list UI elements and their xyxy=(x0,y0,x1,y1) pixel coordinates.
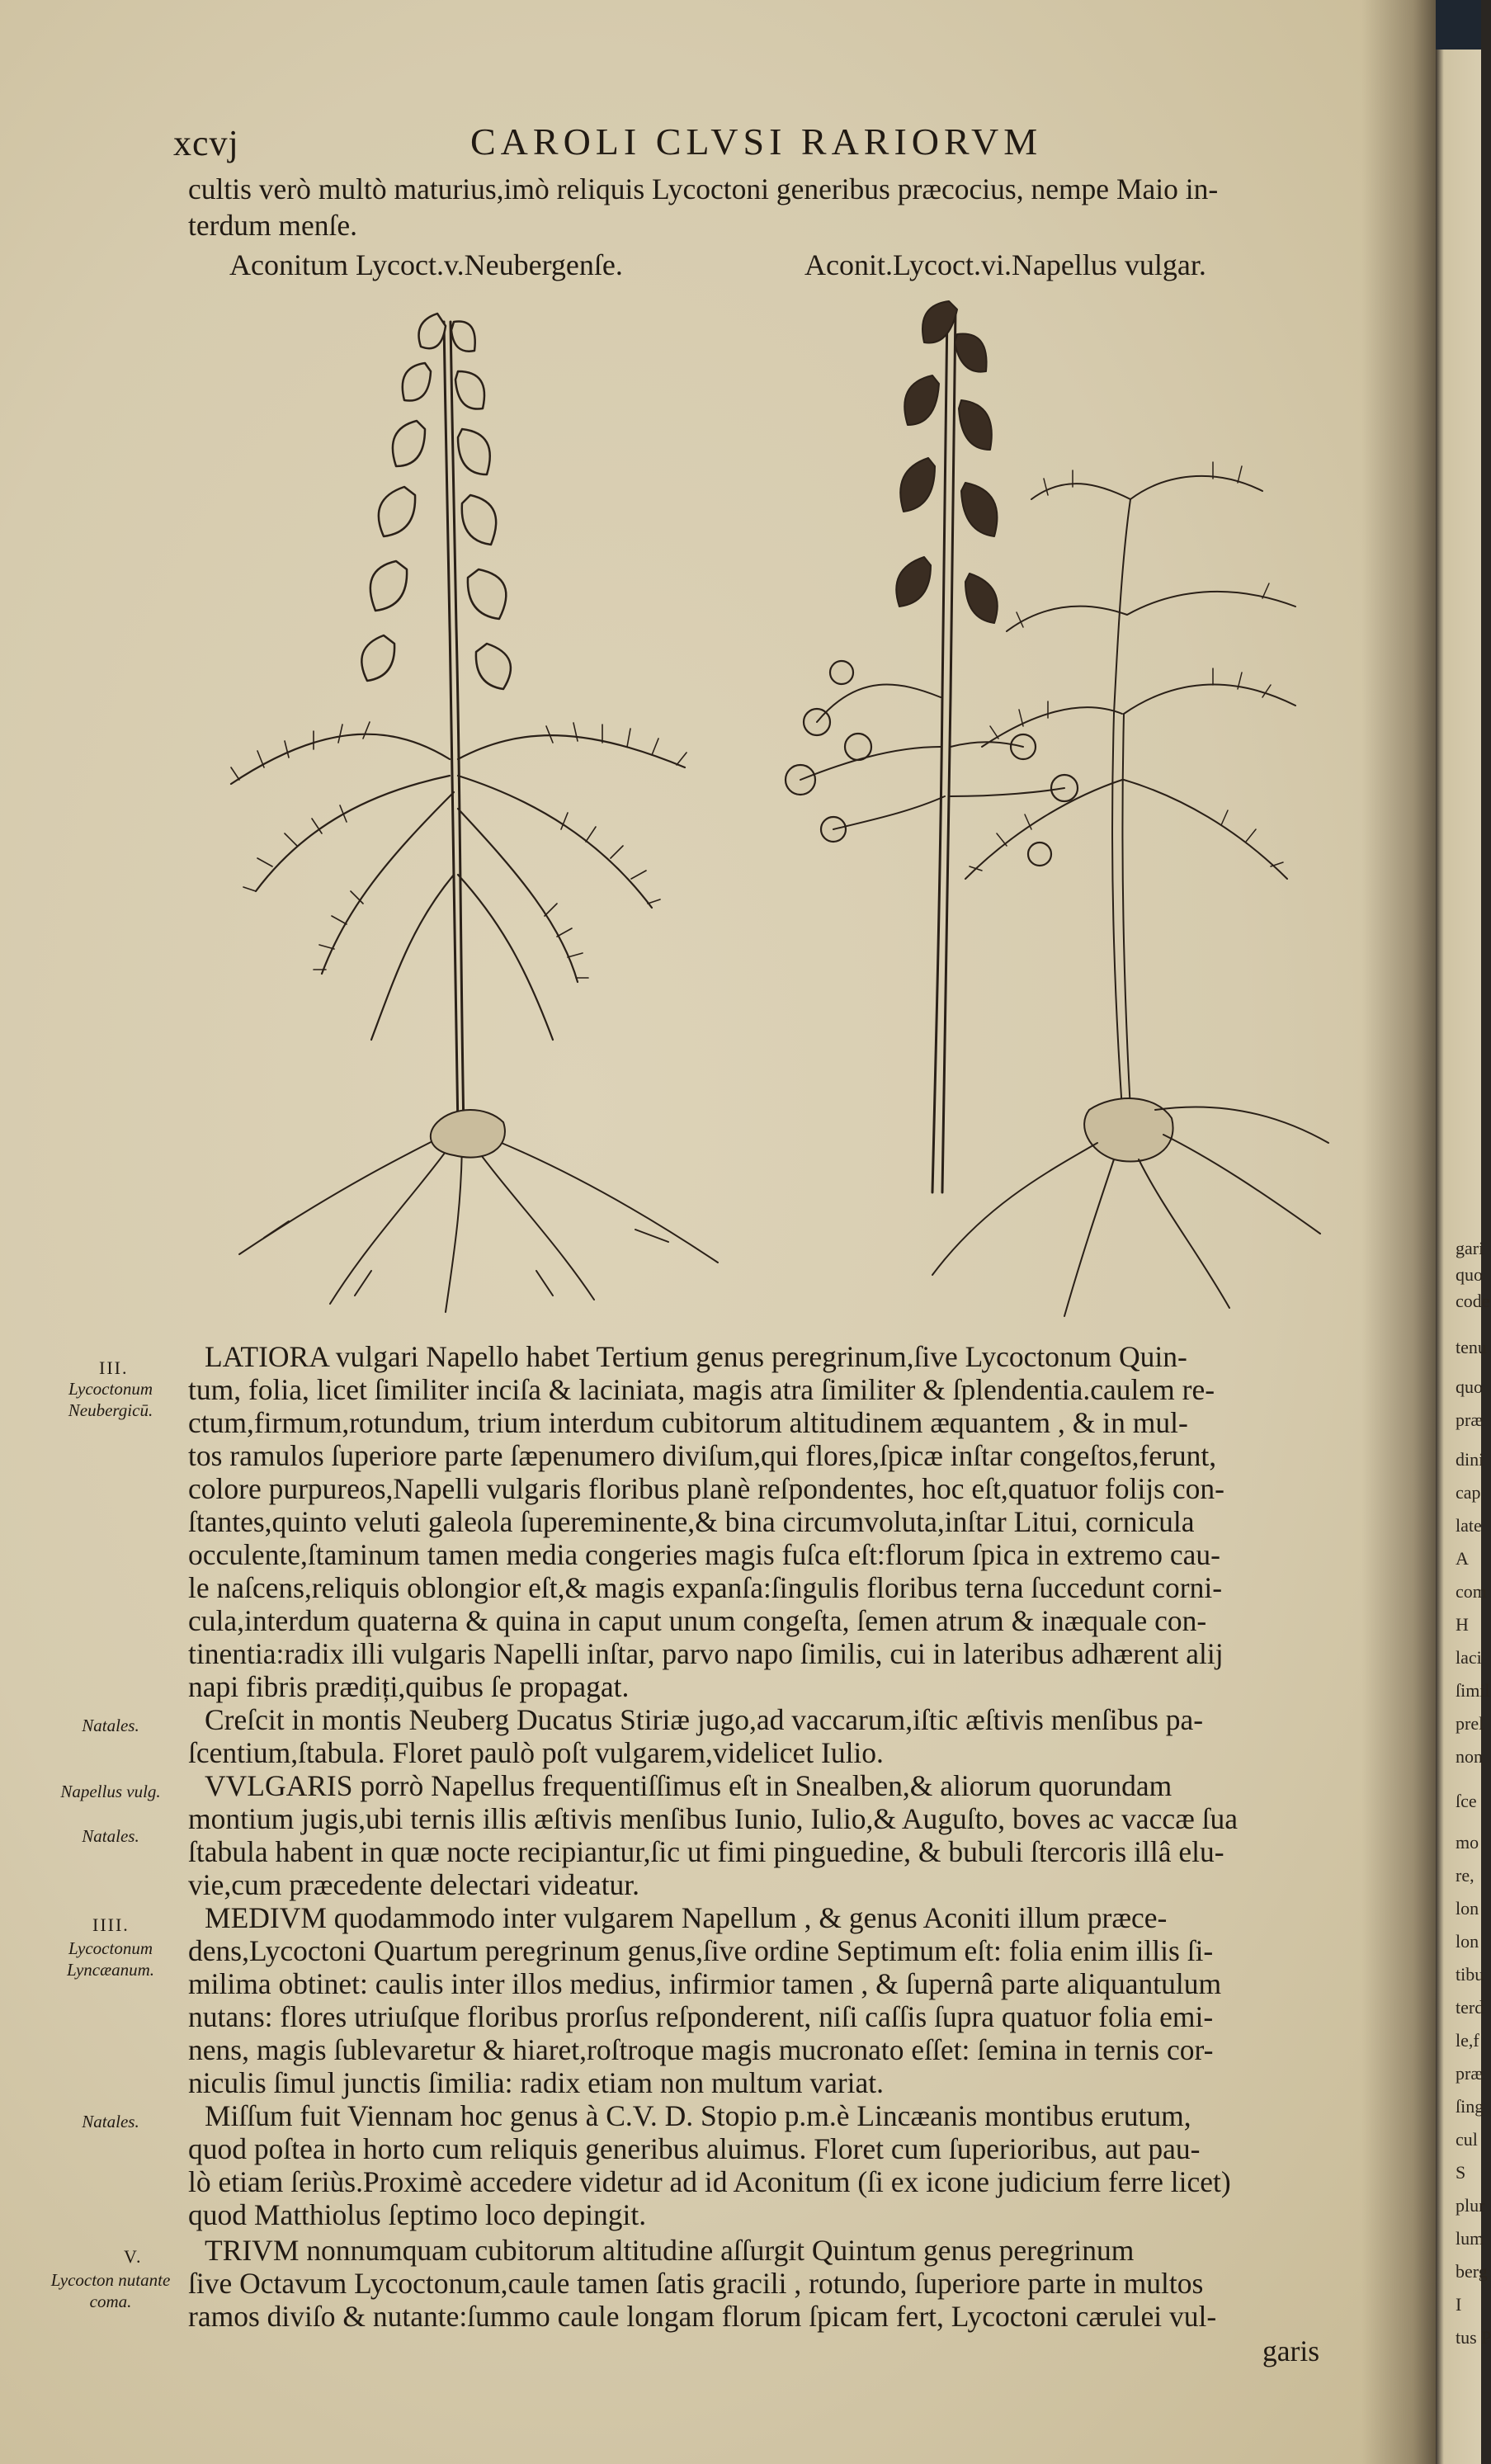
next-page-fragment: tus P xyxy=(1456,2327,1491,2348)
margin-numeral: V. xyxy=(124,2246,143,2267)
margin-note: Napellus vulg. xyxy=(60,1782,161,1801)
next-page-fragment: quo xyxy=(1456,1264,1483,1285)
body-line: montium jugis,ubi ternis illis æſtivis menſibus Iunio, Iulio,& Auguſto, boves ac vaccæ ſua xyxy=(188,1802,1239,1835)
next-page-fragment: tibu xyxy=(1456,1964,1484,1985)
figure-caption-right: Aconit.Lycoct.vi.Napellus vulgar. xyxy=(804,248,1206,281)
next-page-fragment: code xyxy=(1456,1291,1490,1311)
next-page-fragment: I xyxy=(1456,2294,1462,2315)
next-page-fragment: ſce xyxy=(1456,1791,1477,1811)
margin-numeral: IIII. xyxy=(92,1914,130,1935)
running-head: CAROLI CLVSI RARIORVM xyxy=(470,120,1043,163)
next-page-fragment: non xyxy=(1456,1746,1483,1767)
body-line: cula,interdum quaterna & quina in caput unum congeſta, ſemen atrum & inæquale con- xyxy=(188,1604,1207,1637)
body-line: milima obtinet: caulis inter illos medius, infirmior tamen , & ſupernâ parte aliquantulum xyxy=(188,1967,1222,2000)
body-line: Creſcit in montis Neuberg Ducatus Stiriæ jugo,ad vaccarum,iſtic æſtivis menſibus pa- xyxy=(205,1703,1204,1736)
page-gutter-shadow xyxy=(1361,0,1436,2464)
woodcut-napellus-vulgaris xyxy=(767,285,1337,1324)
body-line: lò etiam ſeriùs.Proximè accedere videtur ad id Aconitum (ſi ex icone judicium ferre licet) xyxy=(188,2165,1231,2198)
next-page-fragment: lon xyxy=(1456,1898,1479,1919)
next-page-fragment: mo xyxy=(1456,1832,1479,1853)
margin-numeral: III. xyxy=(99,1357,129,1378)
body-line: nutans: flores utriuſque floribus prorſus reſponderent, niſi caſſis ſupra quatuor folia emi- xyxy=(188,2000,1214,2033)
body-line: ctum,firmum,rotundum, trium interdum cubitorum altitudinem æquantem , & in mul- xyxy=(188,1406,1188,1439)
margin-note: Natales. xyxy=(82,1716,139,1735)
intro-line: terdum menſe. xyxy=(188,209,358,242)
scan-border xyxy=(1436,0,1481,50)
adjacent-page-edge xyxy=(1436,0,1491,2464)
next-page-fragment: laci xyxy=(1456,1647,1482,1668)
body-line: tum, folia, licet ſimiliter inciſa & laciniata, magis atra ſimiliter & ſplendentia.caulem re- xyxy=(188,1373,1215,1406)
body-line: quod Matthiolus ſeptimo loco depingit. xyxy=(188,2198,647,2231)
body-line: ſtabula habent in quæ nocte recipiantur,ſic ut fimi pinguedine, & bubuli ſtercoris illâ elu- xyxy=(188,1835,1224,1868)
next-page-fragment: com xyxy=(1456,1581,1487,1602)
next-page-fragment: cul xyxy=(1456,2129,1478,2150)
next-page-fragment: dini xyxy=(1456,1449,1484,1470)
next-page-fragment: plur xyxy=(1456,2195,1485,2216)
body-line: ſcentium,ſtabula. Floret paulò poſt vulgarem,videlicet Iulio. xyxy=(188,1736,884,1769)
next-page-fragment: late xyxy=(1456,1515,1482,1536)
next-page-fragment: berg xyxy=(1456,2261,1488,2282)
body-line: tos ramulos ſuperiore parte ſæpenumero diviſum,qui flores,ſpicæ inſtar congeſtos,ferunt, xyxy=(188,1439,1217,1472)
next-page-fragment: A xyxy=(1456,1548,1469,1569)
next-page-fragment: H xyxy=(1456,1614,1469,1635)
next-page-fragment: S xyxy=(1456,2162,1466,2183)
next-page-fragment: lon xyxy=(1456,1931,1479,1952)
folio-number: xcvj xyxy=(173,123,239,163)
body-line: MEDIVM quodammodo inter vulgarem Napellum , & genus Aconiti illum præce- xyxy=(205,1901,1168,1934)
next-page-fragment: terd xyxy=(1456,1997,1484,2018)
body-line: TRIVM nonnumquam cubitorum altitudine aſſurgit Quintum genus peregrinum xyxy=(205,2234,1135,2267)
next-page-fragment: præ xyxy=(1456,2063,1483,2084)
next-page-fragment: præ xyxy=(1456,1409,1483,1430)
next-page-fragment: tenu xyxy=(1456,1337,1487,1357)
body-line: occulente,ſtaminum tamen media congeries magis fuſca eſt:florum ſpica in extremo cau- xyxy=(188,1538,1220,1571)
intro-line: cultis verò multò maturius,imò reliquis Lycoctoni generibus præcocius, nempe Maio in- xyxy=(188,172,1219,205)
catchword: garis xyxy=(1262,2334,1320,2367)
body-line: Miſſum fuit Viennam hoc genus à C.V. D. Stopio p.m.è Lincæanis montibus erutum, xyxy=(205,2099,1191,2132)
next-page-fragment: gari xyxy=(1456,1238,1484,1258)
body-line: VVLGARIS porrò Napellus frequentiſſimus eſt in Snealben,& aliorum quorundam xyxy=(205,1769,1173,1802)
body-line: colore purpureos,Napelli vulgaris floribus planè reſpondentes, hoc eſt,quatuor folijs con- xyxy=(188,1472,1224,1505)
body-line: le naſcens,reliquis oblongior eſt,& magis expanſa:ſingulis floribus terna ſuccedunt corni- xyxy=(188,1571,1223,1604)
body-line: niculis ſimul junctis ſimilia: radix etiam non multum variat. xyxy=(188,2066,885,2099)
next-page-fragment: cap xyxy=(1456,1482,1481,1503)
body-line: ramos diviſo & nutante:ſummo caule longam florum ſpicam fert, Lycoctoni cærulei vul- xyxy=(188,2300,1217,2333)
body-line: quod poſtea in horto cum reliquis generibus aluimus. Floret cum ſuperioribus, aut pau- xyxy=(188,2132,1201,2165)
body-line: tinentia:radix illi vulgaris Napelli inſtar, parvo napo ſimilis, cui in lateribus adhærent alij xyxy=(188,1637,1224,1670)
margin-note: Natales. xyxy=(82,2112,139,2131)
next-page-fragment: prel xyxy=(1456,1713,1484,1734)
body-line: LATIORA vulgari Napello habet Tertium genus peregrinum,ſive Lycoctonum Quin- xyxy=(205,1340,1187,1373)
next-page-fragment: lum xyxy=(1456,2228,1484,2249)
next-page-fragment: quo xyxy=(1456,1376,1483,1397)
margin-note: Lycoctonum Lyncæanum. xyxy=(66,1938,155,1980)
next-page-fragment: le,f xyxy=(1456,2030,1479,2051)
body-line: dens,Lycoctoni Quartum peregrinum genus,ſive ordine Septimum eſt: folia enim illis ſi- xyxy=(188,1934,1214,1967)
next-page-fragment: ſing xyxy=(1456,2096,1484,2117)
figure-caption-left: Aconitum Lycoct.v.Neubergenſe. xyxy=(229,248,623,281)
body-line: vie,cum præcedente delectari videatur. xyxy=(188,1868,640,1901)
margin-note: Lycocton nutante coma. xyxy=(50,2270,171,2311)
margin-note: Natales. xyxy=(82,1826,139,1846)
next-page-fragment: re, xyxy=(1456,1865,1474,1886)
body-line: ſive Octavum Lycoctonum,caule tamen ſatis gracili , rotundo, ſuperiore parte in multos xyxy=(188,2267,1204,2300)
next-page-fragment: ſimil xyxy=(1456,1680,1490,1701)
woodcut-aconitum-neubergense xyxy=(206,297,751,1320)
body-line: nens, magis ſublevaretur & hiaret,roſtroque magis mucronato eſſet: ſemina in ternis cor- xyxy=(188,2033,1214,2066)
body-line: napi fibris prædiți,quibus ſe propagat. xyxy=(188,1670,630,1703)
body-line: ſtantes,quinto veluti galeola ſupereminente,& bina circumvoluta,inſtar Litui, cornicula xyxy=(188,1505,1195,1538)
margin-note: Lycoctonum Neubergicū. xyxy=(68,1379,153,1420)
